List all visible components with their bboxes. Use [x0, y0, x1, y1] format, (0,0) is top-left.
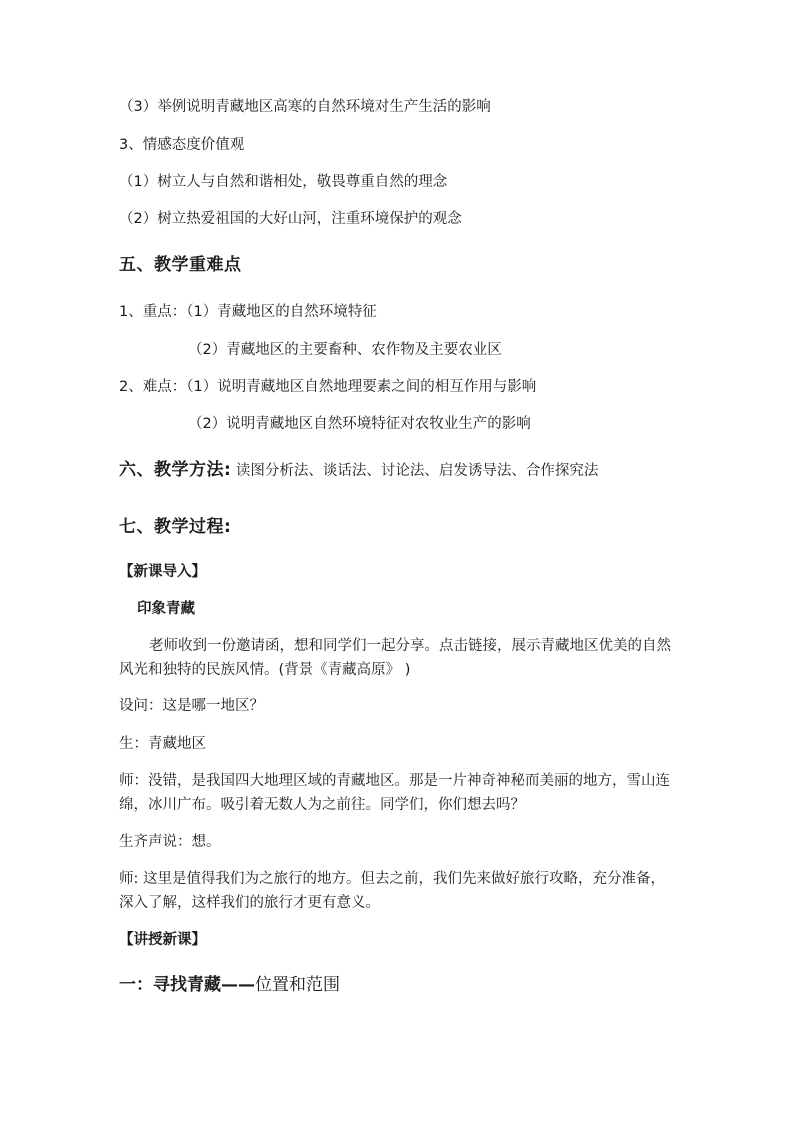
difficulty-line-2: （2）说明青藏地区自然环境特征对农牧业生产的影响 [188, 416, 531, 432]
intro-subtitle: 印象青藏 [137, 601, 195, 617]
difficulty-line-1: 2、难点：（1）说明青藏地区自然地理要素之间的相互作用与影响 [119, 379, 537, 395]
section-3-title: 3、情感态度价值观 [119, 137, 245, 153]
teacher-line-1: 师：没错，是我国四大地理区域的青藏地区。那是一片神奇神秘而美丽的地方，雪山连绵，冰川广布。吸引着无数人为之前往。同学们，你们想去吗？ [119, 773, 670, 813]
key-point-line-1: 1、重点：（1）青藏地区的自然环境特征 [119, 304, 377, 320]
methods-line [119, 460, 598, 481]
part-1-heading-rest: 位置和范围 [255, 975, 340, 995]
methods-heading: 六、教学方法: [119, 460, 232, 480]
emotion-objective-2: （2）树立热爱祖国的大好山河，注重环境保护的观念 [119, 211, 462, 227]
key-points-heading: 五、教学重难点 [119, 255, 242, 275]
intro-label: 【新课导入】 [119, 564, 206, 580]
part-1-heading-bold: 一：寻找青藏—— [119, 975, 255, 995]
methods-content: 读图分析法、谈话法、讨论法、启发诱导法、合作探究法 [235, 463, 599, 479]
student-answer-1: 生：青藏地区 [119, 736, 206, 752]
teacher-line-2: 师: 这里是值得我们为之旅行的地方。但去之前，我们先来做好旅行攻略，充分准备，深入了解，这样我们的旅行才更有意义。 [119, 871, 665, 911]
process-heading: 七、教学过程: [119, 517, 232, 537]
part-1-heading [119, 975, 340, 995]
new-lesson-label: 【讲授新课】 [119, 932, 206, 948]
objective-item-3: （3）举例说明青藏地区高寒的自然环境对生产生活的影响 [119, 99, 491, 115]
key-point-line-2: （2）青藏地区的主要畜种、农作物及主要农业区 [188, 342, 502, 358]
emotion-objective-1: （1）树立人与自然和谐相处，敬畏尊重自然的理念 [119, 174, 448, 190]
question-1: 设问：这是哪一地区？ [119, 698, 264, 714]
student-answer-2: 生齐声说：想。 [119, 834, 221, 850]
intro-paragraph: 老师收到一份邀请函，想和同学们一起分享。点击链接，展示青藏地区优美的自然风光和独特的民族风情。(背景《青藏高原》 ) [119, 638, 671, 678]
